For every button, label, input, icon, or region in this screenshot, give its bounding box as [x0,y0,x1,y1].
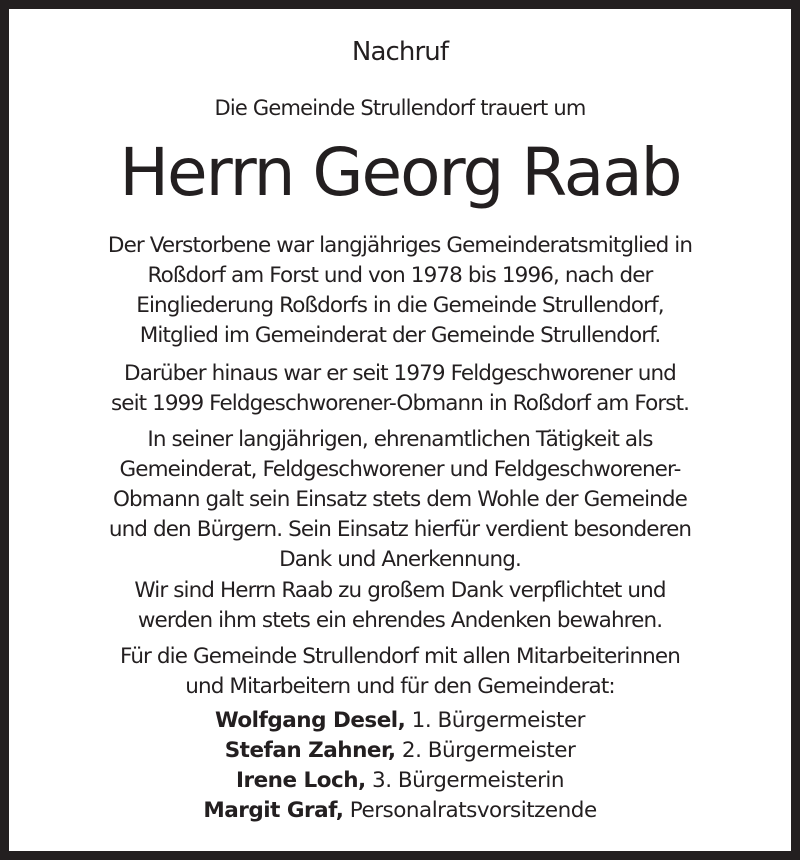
signatory-name: Stefan Zahner, [224,738,396,763]
signatory [9,766,791,796]
signatory-role: Personalratsvorsitzende [343,798,597,823]
signatory-name: Margit Graf, [203,798,344,823]
signatory [9,796,791,826]
text-line: und den Bürgern. Sein Einsatz hierfür verdient besonderen [108,517,692,542]
text-line: In seiner langjährigen, ehrenamtlichen Tätigkeit als [147,427,653,452]
text-line: Roßdorf am Forst und von 1978 bis 1996, nach der [147,263,653,288]
signatory-name: Wolfgang Desel, [214,708,406,733]
text-line: Der Verstorbene war langjähriges Gemeinderatsmitglied in [107,233,693,258]
signatory [9,706,791,736]
notice-heading: Nachruf [351,37,449,67]
deceased-name: Herrn Georg Raab [119,134,681,211]
text-line: Eingliederung Roßdorfs in die Gemeinde Strullendorf, [136,293,664,318]
paragraph-3 [9,425,791,575]
paragraph-5 [9,642,791,702]
notice-intro: Die Gemeinde Strullendorf trauert um [214,96,586,120]
text-line: Mitglied im Gemeinderat der Gemeinde Strullendorf. [139,323,661,348]
text-line: Obmann galt sein Einsatz stets dem Wohle der Gemeinde [113,487,687,512]
paragraph-1 [9,231,791,351]
paragraph-4 [9,576,791,636]
text-line: und Mitarbeitern und für den Gemeinderat: [185,674,615,699]
obituary-notice [9,9,791,851]
paragraph-2 [9,359,791,419]
text-line: Wir sind Herrn Raab zu großem Dank verpflichtet und [134,578,666,603]
text-line: Dank und Anerkennung. [279,547,521,572]
text-line: Für die Gemeinde Strullendorf mit allen Mitarbeiterinnen [120,644,680,669]
signatories [9,706,791,826]
signatory-role: 1. Bürgermeister [405,708,586,733]
text-line: Darüber hinaus war er seit 1979 Feldgeschworener und [124,361,676,386]
signatory [9,736,791,766]
text-line: seit 1999 Feldgeschworener-Obmann in Roßdorf am Forst. [110,391,690,416]
text-line: werden ihm stets ein ehrendes Andenken bewahren. [137,608,663,633]
text-line: Gemeinderat, Feldgeschworener und Feldgeschworener- [119,457,681,482]
signatory-role: 3. Bürgermeisterin [365,768,565,793]
signatory-role: 2. Bürgermeister [395,738,576,763]
signatory-name: Irene Loch, [235,768,366,793]
